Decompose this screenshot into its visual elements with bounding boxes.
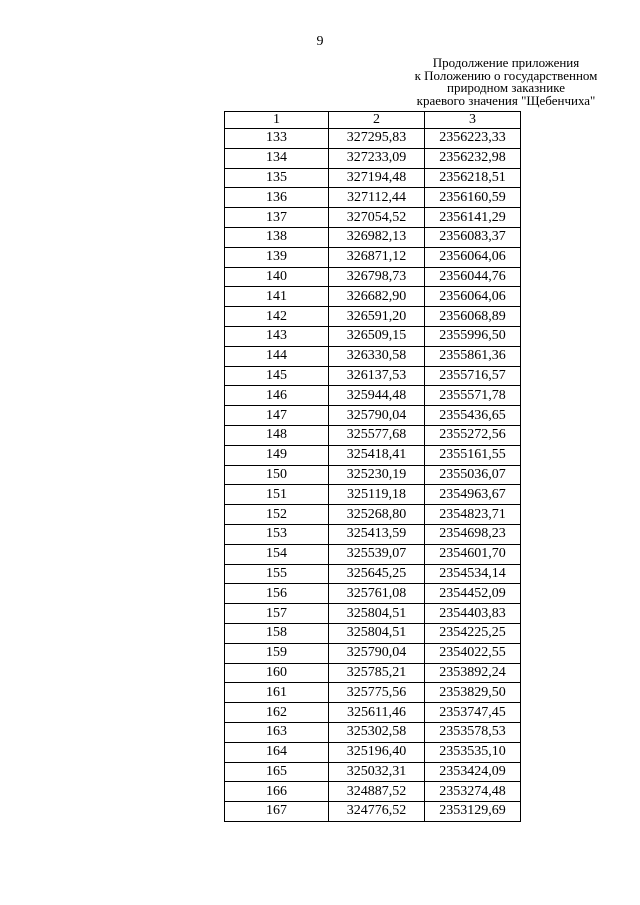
y-coordinate-cell: 2356068,89 xyxy=(425,307,521,327)
x-coordinate-cell: 325230,19 xyxy=(329,465,425,485)
point-number-cell: 142 xyxy=(225,307,329,327)
table-row xyxy=(225,802,521,822)
y-coordinate-cell: 2356218,51 xyxy=(425,168,521,188)
table-row xyxy=(225,742,521,762)
point-number-cell: 157 xyxy=(225,604,329,624)
point-number-cell: 160 xyxy=(225,663,329,683)
table-row xyxy=(225,623,521,643)
table-row xyxy=(225,208,521,228)
point-number-cell: 140 xyxy=(225,267,329,287)
y-coordinate-cell: 2356232,98 xyxy=(425,148,521,168)
y-coordinate-cell: 2353274,48 xyxy=(425,782,521,802)
x-coordinate-cell: 325944,48 xyxy=(329,386,425,406)
x-coordinate-cell: 325413,59 xyxy=(329,524,425,544)
x-coordinate-cell: 325761,08 xyxy=(329,584,425,604)
y-coordinate-cell: 2354452,09 xyxy=(425,584,521,604)
y-coordinate-cell: 2354601,70 xyxy=(425,544,521,564)
y-coordinate-cell: 2356044,76 xyxy=(425,267,521,287)
point-number-cell: 146 xyxy=(225,386,329,406)
y-coordinate-cell: 2353535,10 xyxy=(425,742,521,762)
table-row xyxy=(225,188,521,208)
table-row xyxy=(225,762,521,782)
table-row xyxy=(225,604,521,624)
y-coordinate-cell: 2355036,07 xyxy=(425,465,521,485)
table-row xyxy=(225,307,521,327)
table-row xyxy=(225,722,521,742)
y-coordinate-cell: 2354698,23 xyxy=(425,524,521,544)
x-coordinate-cell: 325790,04 xyxy=(329,643,425,663)
table-row xyxy=(225,148,521,168)
table-row xyxy=(225,465,521,485)
point-number-cell: 161 xyxy=(225,683,329,703)
y-coordinate-cell: 2353424,09 xyxy=(425,762,521,782)
x-coordinate-cell: 326137,53 xyxy=(329,366,425,386)
table-row xyxy=(225,346,521,366)
x-coordinate-cell: 326798,73 xyxy=(329,267,425,287)
x-coordinate-cell: 325032,31 xyxy=(329,762,425,782)
table-row xyxy=(225,406,521,426)
table-row xyxy=(225,663,521,683)
table-row xyxy=(225,287,521,307)
x-coordinate-cell: 325196,40 xyxy=(329,742,425,762)
point-number-cell: 138 xyxy=(225,227,329,247)
point-number-cell: 141 xyxy=(225,287,329,307)
point-number-cell: 150 xyxy=(225,465,329,485)
table-row xyxy=(225,227,521,247)
x-coordinate-cell: 326591,20 xyxy=(329,307,425,327)
point-number-cell: 144 xyxy=(225,346,329,366)
y-coordinate-cell: 2356160,59 xyxy=(425,188,521,208)
x-coordinate-cell: 325577,68 xyxy=(329,425,425,445)
y-coordinate-cell: 2356223,33 xyxy=(425,129,521,149)
appendix-heading-line: краевого значения "Щебенчиха" xyxy=(416,92,596,108)
appendix-heading xyxy=(380,57,632,107)
point-number-cell: 148 xyxy=(225,425,329,445)
table-row xyxy=(225,683,521,703)
table-row xyxy=(225,544,521,564)
point-number-cell: 152 xyxy=(225,505,329,525)
y-coordinate-cell: 2355436,65 xyxy=(425,406,521,426)
table-row xyxy=(225,782,521,802)
y-coordinate-cell: 2354534,14 xyxy=(425,564,521,584)
table-row xyxy=(225,386,521,406)
point-number-cell: 165 xyxy=(225,762,329,782)
y-coordinate-cell: 2354022,55 xyxy=(425,643,521,663)
point-number-cell: 158 xyxy=(225,623,329,643)
x-coordinate-cell: 327054,52 xyxy=(329,208,425,228)
page-number: 9 xyxy=(316,34,324,49)
x-coordinate-cell: 325268,80 xyxy=(329,505,425,525)
point-number-cell: 135 xyxy=(225,168,329,188)
x-coordinate-cell: 326682,90 xyxy=(329,287,425,307)
x-coordinate-cell: 325302,58 xyxy=(329,722,425,742)
table-row xyxy=(225,643,521,663)
x-coordinate-cell: 325785,21 xyxy=(329,663,425,683)
coordinates-table xyxy=(224,111,521,822)
x-coordinate-cell: 325119,18 xyxy=(329,485,425,505)
point-number-cell: 151 xyxy=(225,485,329,505)
table-row xyxy=(225,564,521,584)
x-coordinate-cell: 327233,09 xyxy=(329,148,425,168)
table-row xyxy=(225,247,521,267)
y-coordinate-cell: 2355571,78 xyxy=(425,386,521,406)
appendix-heading-line: природном заказнике xyxy=(447,80,565,95)
y-coordinate-cell: 2354225,25 xyxy=(425,623,521,643)
y-coordinate-cell: 2353578,53 xyxy=(425,722,521,742)
y-coordinate-cell: 2355861,36 xyxy=(425,346,521,366)
point-number-cell: 166 xyxy=(225,782,329,802)
appendix-heading-line: Продолжение приложения xyxy=(432,55,580,70)
x-coordinate-cell: 327194,48 xyxy=(329,168,425,188)
y-coordinate-cell: 2354823,71 xyxy=(425,505,521,525)
y-coordinate-cell: 2355996,50 xyxy=(425,326,521,346)
point-number-cell: 136 xyxy=(225,188,329,208)
column-number-header: 1 xyxy=(225,112,329,129)
point-number-cell: 159 xyxy=(225,643,329,663)
y-coordinate-cell: 2355161,55 xyxy=(425,445,521,465)
point-number-cell: 147 xyxy=(225,406,329,426)
x-coordinate-cell: 325645,25 xyxy=(329,564,425,584)
x-coordinate-cell: 325804,51 xyxy=(329,604,425,624)
table-row xyxy=(225,326,521,346)
x-coordinate-cell: 326509,15 xyxy=(329,326,425,346)
y-coordinate-cell: 2356064,06 xyxy=(425,287,521,307)
table-row xyxy=(225,485,521,505)
x-coordinate-cell: 324887,52 xyxy=(329,782,425,802)
table-row xyxy=(225,129,521,149)
y-coordinate-cell: 2354403,83 xyxy=(425,604,521,624)
point-number-cell: 162 xyxy=(225,703,329,723)
column-number-header: 3 xyxy=(425,112,521,129)
y-coordinate-cell: 2353829,50 xyxy=(425,683,521,703)
table-row xyxy=(225,584,521,604)
table-row xyxy=(225,267,521,287)
point-number-cell: 164 xyxy=(225,742,329,762)
point-number-cell: 133 xyxy=(225,129,329,149)
point-number-cell: 145 xyxy=(225,366,329,386)
point-number-cell: 153 xyxy=(225,524,329,544)
point-number-cell: 137 xyxy=(225,208,329,228)
column-number-header: 2 xyxy=(329,112,425,129)
x-coordinate-cell: 326871,12 xyxy=(329,247,425,267)
point-number-cell: 167 xyxy=(225,802,329,822)
point-number-cell: 163 xyxy=(225,722,329,742)
x-coordinate-cell: 327112,44 xyxy=(329,188,425,208)
point-number-cell: 156 xyxy=(225,584,329,604)
y-coordinate-cell: 2353747,45 xyxy=(425,703,521,723)
table-row xyxy=(225,168,521,188)
x-coordinate-cell: 325539,07 xyxy=(329,544,425,564)
y-coordinate-cell: 2356064,06 xyxy=(425,247,521,267)
table-row xyxy=(225,524,521,544)
x-coordinate-cell: 326982,13 xyxy=(329,227,425,247)
x-coordinate-cell: 325790,04 xyxy=(329,406,425,426)
table-row xyxy=(225,703,521,723)
table-row xyxy=(225,445,521,465)
x-coordinate-cell: 325804,51 xyxy=(329,623,425,643)
x-coordinate-cell: 327295,83 xyxy=(329,129,425,149)
x-coordinate-cell: 326330,58 xyxy=(329,346,425,366)
point-number-cell: 143 xyxy=(225,326,329,346)
y-coordinate-cell: 2356141,29 xyxy=(425,208,521,228)
appendix-heading-line: к Положению о государственном xyxy=(414,67,598,83)
table-row xyxy=(225,505,521,525)
y-coordinate-cell: 2355272,56 xyxy=(425,425,521,445)
y-coordinate-cell: 2356083,37 xyxy=(425,227,521,247)
y-coordinate-cell: 2353892,24 xyxy=(425,663,521,683)
x-coordinate-cell: 325775,56 xyxy=(329,683,425,703)
point-number-cell: 154 xyxy=(225,544,329,564)
y-coordinate-cell: 2355716,57 xyxy=(425,366,521,386)
table-header-row xyxy=(225,112,521,129)
x-coordinate-cell: 324776,52 xyxy=(329,802,425,822)
y-coordinate-cell: 2354963,67 xyxy=(425,485,521,505)
coordinates-table-body xyxy=(225,112,521,822)
table-row xyxy=(225,366,521,386)
x-coordinate-cell: 325611,46 xyxy=(329,703,425,723)
point-number-cell: 134 xyxy=(225,148,329,168)
x-coordinate-cell: 325418,41 xyxy=(329,445,425,465)
point-number-cell: 155 xyxy=(225,564,329,584)
table-row xyxy=(225,425,521,445)
point-number-cell: 149 xyxy=(225,445,329,465)
point-number-cell: 139 xyxy=(225,247,329,267)
y-coordinate-cell: 2353129,69 xyxy=(425,802,521,822)
